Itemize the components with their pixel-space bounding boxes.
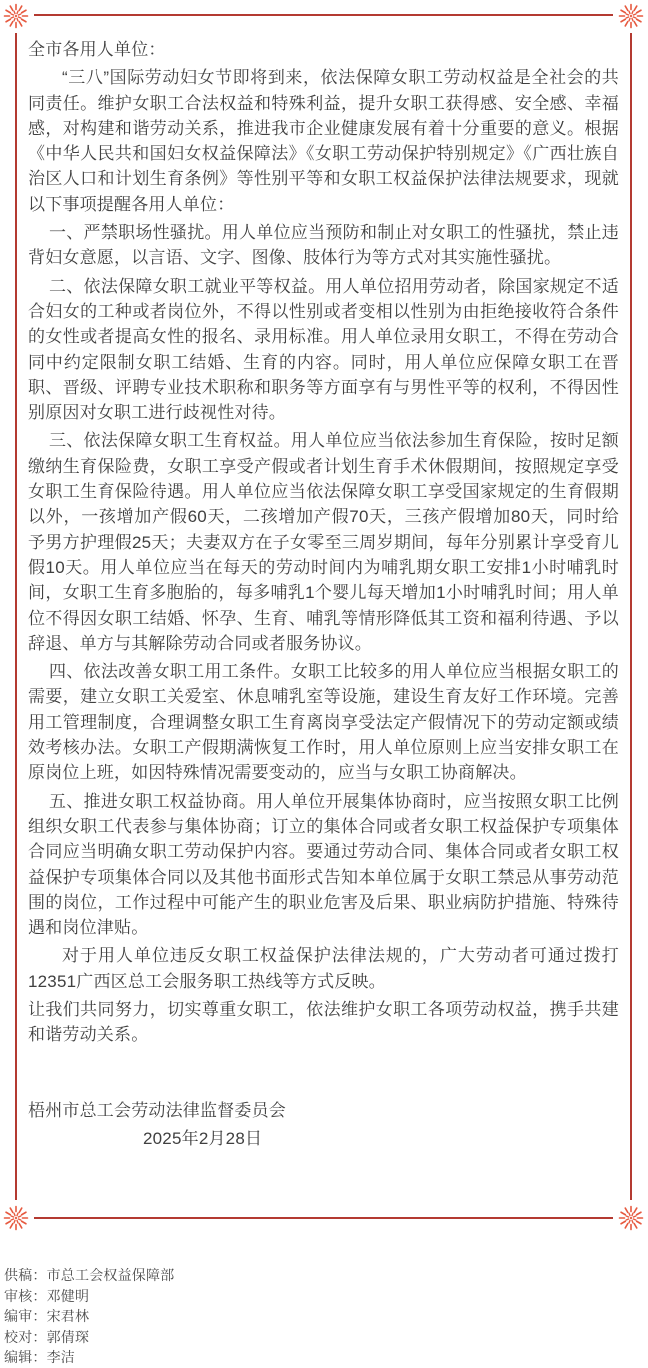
credit-value: 宋君林: [46, 1308, 90, 1324]
frame-line-right: [630, 33, 632, 1200]
notice-item-4: 四、依法改善女职工用工条件。女职工比较多的用人单位应当根据女职工的需要，建立女职工关爱室、休息哺乳室等设施，建设生育友好工作环境。完善用工管理制度，合理调整女职工生育离岗享受法定产假情况下的劳动定额或绩效考核办法。女职工产假期满恢复工作时，用人单位原则上应当安排女职工在原岗位上班，如因特殊情况需要变动的，应当与女职工协商解决。: [28, 662, 619, 783]
notice-greeting: 全市各用人单位：: [28, 40, 166, 59]
credit-row-reviewer: [4, 1286, 174, 1307]
notice-intro-paragraph: “三八”国际劳动妇女节即将到来，依法保障女职工劳动权益是全社会的共同责任。维护女职工合法权益和特殊利益，提升女职工获得感、安全感、幸福感，对构建和谐劳动关系，推进我市企业健康发展有着十分重要的意义。根据《中华人民共和国妇女权益保障法》《女职工劳动保护特别规定》《广西壮族自治区人口和计划生育条例》等性别平等和女职工权益保护法律法规要求，现就以下事项提醒各用人单位：: [28, 68, 619, 214]
credit-value: 郭倩琛: [46, 1328, 90, 1345]
frame-line-top: [34, 14, 613, 16]
notice-body: [28, 37, 619, 1154]
signature-date: 2025年2月28日: [143, 1128, 263, 1148]
notice-item-2: 二、依法保障女职工就业平等权益。用人单位招用劳动者，除国家规定不适合妇女的工种或者岗位外，不得以性别或者变相以性别为由拒绝接收符合条件的女性或者提高女性的报名、录用标准。用人单位录用女职工，不得在劳动合同中约定限制女职工结婚、生育的内容。同时，用人单位应保障女职工在晋职、晋级、评聘专业技术职称和职务等方面享有与男性平等的权利，不得因性别原因对女职工进行歧视性对待。: [28, 276, 619, 423]
credit-value: 李洁: [46, 1349, 76, 1365]
credit-value: 市总工会权益保障部: [46, 1267, 175, 1283]
notice-item-5: 五、推进女职工权益协商。用人单位开展集体协商时，应当按照女职工比例组织女职工代表参与集体协商；订立的集体合同或者女职工权益保护专项集体合同应当明确女职工劳动保护内容。要通过劳动合同、集体合同或者女职工权益保护专项集体合同以及其他书面形式告知本单位属于女职工禁忌从事劳动范围的岗位，工作过程中可能产生的职业危害及后果、职业病防护措施、特殊待遇和岗位津贴。: [28, 791, 619, 938]
credit-row-contributor: [4, 1265, 174, 1286]
notice-closing-paragraph: 让我们共同努力，切实尊重女职工，依法维护女职工各项劳动权益，携手共建和谐劳动关系。: [28, 999, 619, 1045]
notice-report-paragraph: 对于用人单位违反女职工权益保护法律法规的，广大劳动者可通过拨打12351广西区总工会服务职工热线等方式反映。: [28, 946, 619, 991]
notice-item-3: 三、依法保障女职工生育权益。用人单位应当依法参加生育保险，按时足额缴纳生育保险费，女职工享受产假或者计划生育手术休假期间，按照规定享受女职工生育保险待遇。用人单位应当依法保障女职工享受国家规定的生育假期以外，一孩增加产假60天，二孩增加产假70天，三孩产假增加80天，同时给予男方护理假25天；夫妻双方在子女零至三周岁期间，每年分别累计享受育儿假10天。用人单位应当在每天的劳动时间内为哺乳期女职工安排1小时哺乳时间，女职工生育多胞胎的，每多哺乳1个婴儿每天增加1小时哺乳时间；用人单位不得因女职工结婚、怀孕、生育、哺乳等情形降低其工资和福利待遇、予以辞退、单方与其解除劳动合同或者服务协议。: [28, 431, 619, 653]
credit-row-editor: [4, 1347, 174, 1368]
credit-label: 编审：: [4, 1308, 47, 1324]
signature-line: 梧州市总工会劳动法律监督委员会: [28, 1100, 286, 1120]
notice-item-1: 一、严禁职场性骚扰。用人单位应当预防和制止对女职工的性骚扰，禁止违背妇女意愿，以言语、文字、图像、肢体行为等方式对其实施性骚扰。: [28, 223, 619, 268]
frame-line-left: [15, 33, 17, 1200]
credit-row-senior-editor: [4, 1306, 174, 1327]
frame-line-bottom: [34, 1217, 613, 1219]
credit-label: 校对：: [4, 1328, 47, 1345]
credit-row-proofreader: [4, 1327, 174, 1348]
firework-burst-icon-bottom-left: [3, 1205, 29, 1231]
firework-burst-icon-top-left: [3, 3, 29, 29]
credits-block: [4, 1265, 174, 1368]
credit-value: 邓健明: [46, 1287, 90, 1304]
credit-label: 编辑：: [4, 1349, 47, 1365]
credit-label: 审核：: [4, 1287, 47, 1304]
firework-burst-icon-bottom-right: [618, 1205, 644, 1231]
credit-label: 供稿：: [4, 1267, 47, 1283]
firework-burst-icon-top-right: [618, 3, 644, 29]
